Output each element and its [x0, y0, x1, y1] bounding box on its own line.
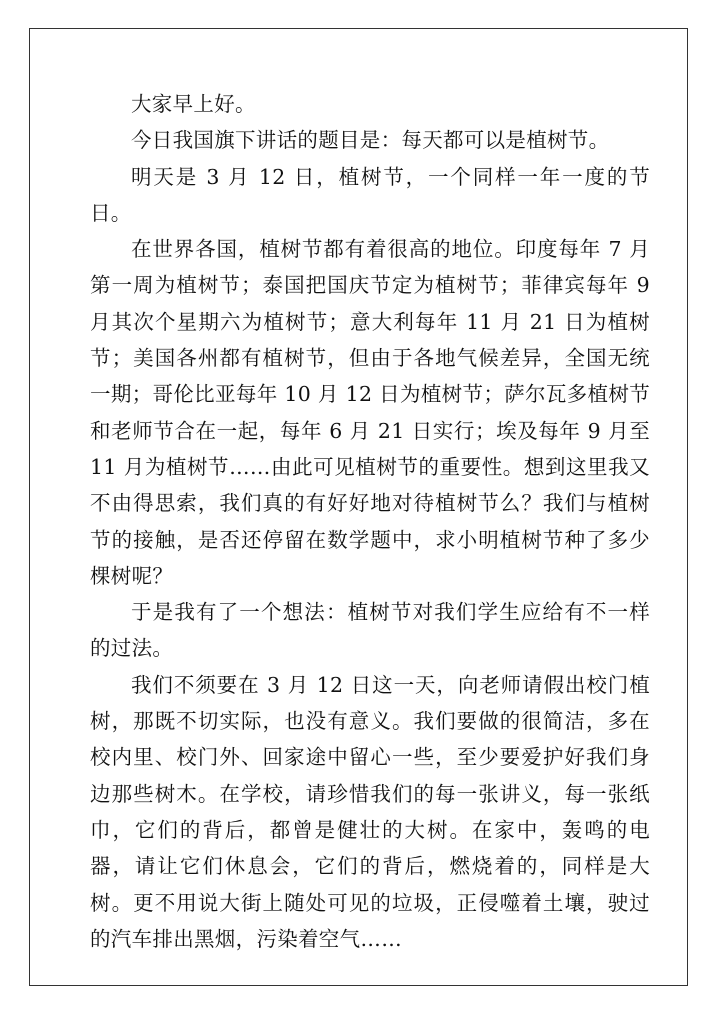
- document-body: [90, 86, 650, 957]
- paragraph: 于是我有了一个想法：植树节对我们学生应给有不一样的过法。: [90, 600, 650, 661]
- paragraph: 明天是 3 月 12 日，植树节，一个同样一年一度的节日。: [90, 164, 650, 225]
- paragraph: 我们不须要在 3 月 12 日这一天，向老师请假出校门植树，那既不切实际，也没有意义。我们要做的很简洁，多在校内里、校门外、回家途中留心一些，至少要爱护好我们身边那些树木。在学校，请珍惜我们的每一张讲义，每一张纸巾，它们的背后，都曾是健壮的大树。在家中，轰鸣的电器，请让它们休息会，它们的背后，燃烧着的，同样是大树。更不用说大街上随处可见的垃圾，正侵噬着土壤，驶过的汽车排出黑烟，污染着空气……: [90, 672, 650, 951]
- paragraph: 大家早上好。: [131, 92, 256, 116]
- paragraph: 在世界各国，植树节都有着很高的地位。印度每年 7 月第一周为植树节；泰国把国庆节定为植树节；菲律宾每年 9 月其次个星期六为植树节；意大利每年 11 月 21 日为植树节；美国各州都有植树节，但由于各地气候差异，全国无统一期；哥伦比亚每年 10 月 12 日为植树节；萨尔瓦多植树节和老师节合在一起，每年 6 月 21 日实行；埃及每年 9 月至 11 月为植树节……由此可见植树节的重要性。想到这里我又不由得思索，我们真的有好好地对待植树节么？我们与植树节的接触，是否还停留在数学题中，求小明植树节种了多少棵树呢？: [90, 237, 650, 588]
- paragraph: 今日我国旗下讲话的题目是：每天都可以是植树节。: [131, 128, 610, 153]
